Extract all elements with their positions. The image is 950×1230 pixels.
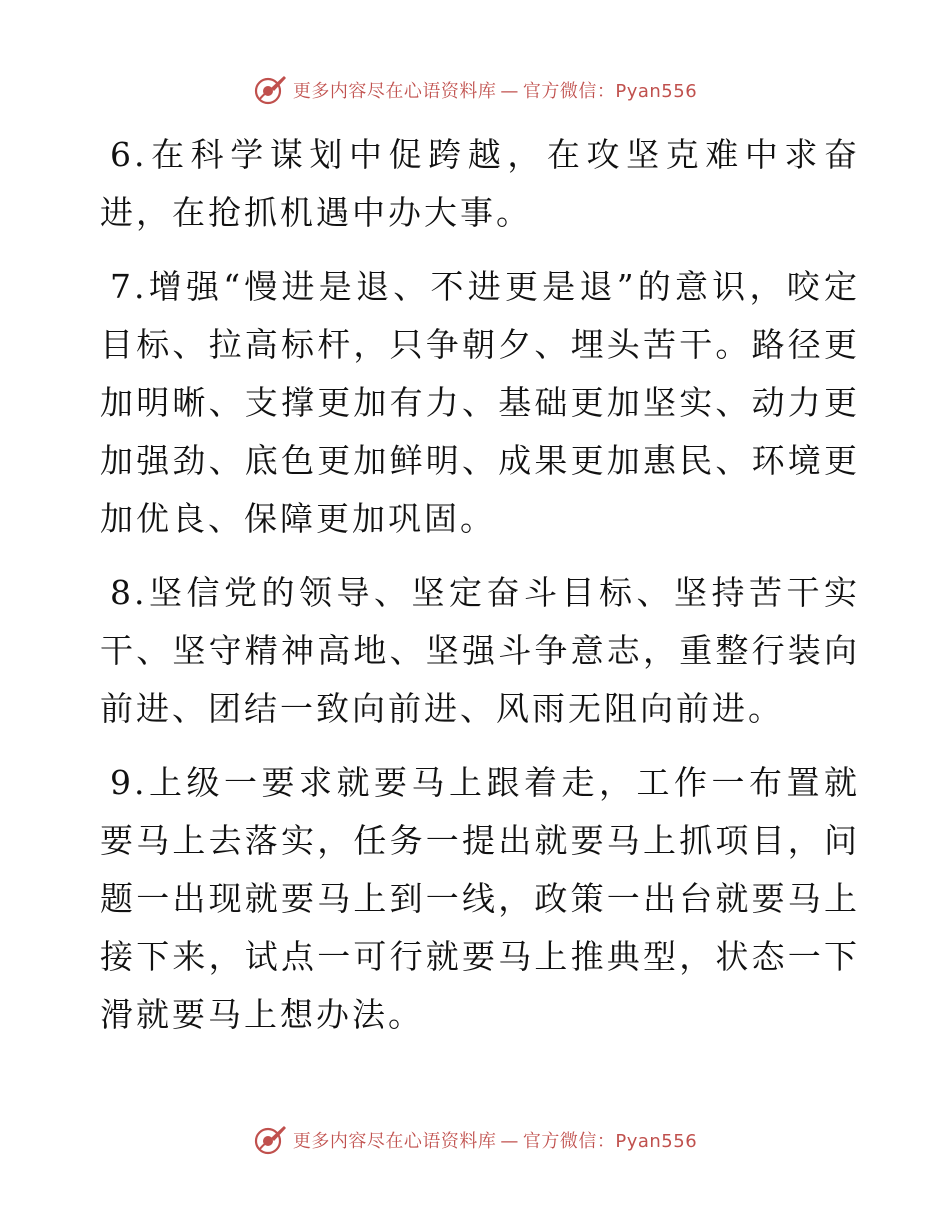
paragraph-number: 7.: [110, 267, 148, 306]
document-body: [100, 126, 860, 1060]
paragraph-7: [100, 258, 860, 548]
watermark-contact: 官方微信：: [522, 1131, 616, 1152]
header-watermark: [0, 70, 950, 110]
paragraph-number: 8.: [110, 573, 148, 612]
footer-watermark: [0, 1120, 950, 1160]
paragraph-number: 6.: [110, 135, 148, 174]
pen-logo-icon: [253, 73, 287, 107]
watermark-contact: 官方微信：: [522, 81, 616, 102]
watermark-wechat-id: Pyan556: [615, 1131, 698, 1152]
paragraph-text: 在科学谋划中促跨越，在攻坚克难中求奋进，在抢抓机遇中办大事。: [100, 135, 860, 232]
paragraph-9: [100, 754, 860, 1044]
paragraph-number: 9.: [110, 763, 148, 802]
watermark-label: 更多内容尽在心语资料库: [292, 1131, 497, 1152]
paragraph-text: 增强“慢进是退、不进更是退”的意识，咬定目标、拉高标杆，只争朝夕、埋头苦干。路径更加明晰、支撑更加有力、基础更加坚实、动力更加强劲、底色更加鲜明、成果更加惠民、环境更加优良、保障更加巩固。: [100, 267, 860, 538]
watermark-dash: —: [500, 81, 519, 102]
watermark-wechat-id: Pyan556: [615, 81, 698, 102]
paragraph-8: [100, 564, 860, 738]
pen-logo-icon: [253, 1123, 287, 1157]
watermark-dash: —: [500, 1131, 519, 1152]
watermark-label: 更多内容尽在心语资料库: [292, 81, 497, 102]
paragraph-6: [100, 126, 860, 242]
paragraph-text: 坚信党的领导、坚定奋斗目标、坚持苦干实干、坚守精神高地、坚强斗争意志，重整行装向前进、团结一致向前进、风雨无阻向前进。: [100, 573, 860, 728]
watermark-text: [293, 1127, 697, 1153]
paragraph-text: 上级一要求就要马上跟着走，工作一布置就要马上去落实，任务一提出就要马上抓项目，问题一出现就要马上到一线，政策一出台就要马上接下来，试点一可行就要马上推典型，状态一下滑就要马上想办法。: [100, 763, 860, 1034]
watermark-text: [293, 77, 697, 103]
